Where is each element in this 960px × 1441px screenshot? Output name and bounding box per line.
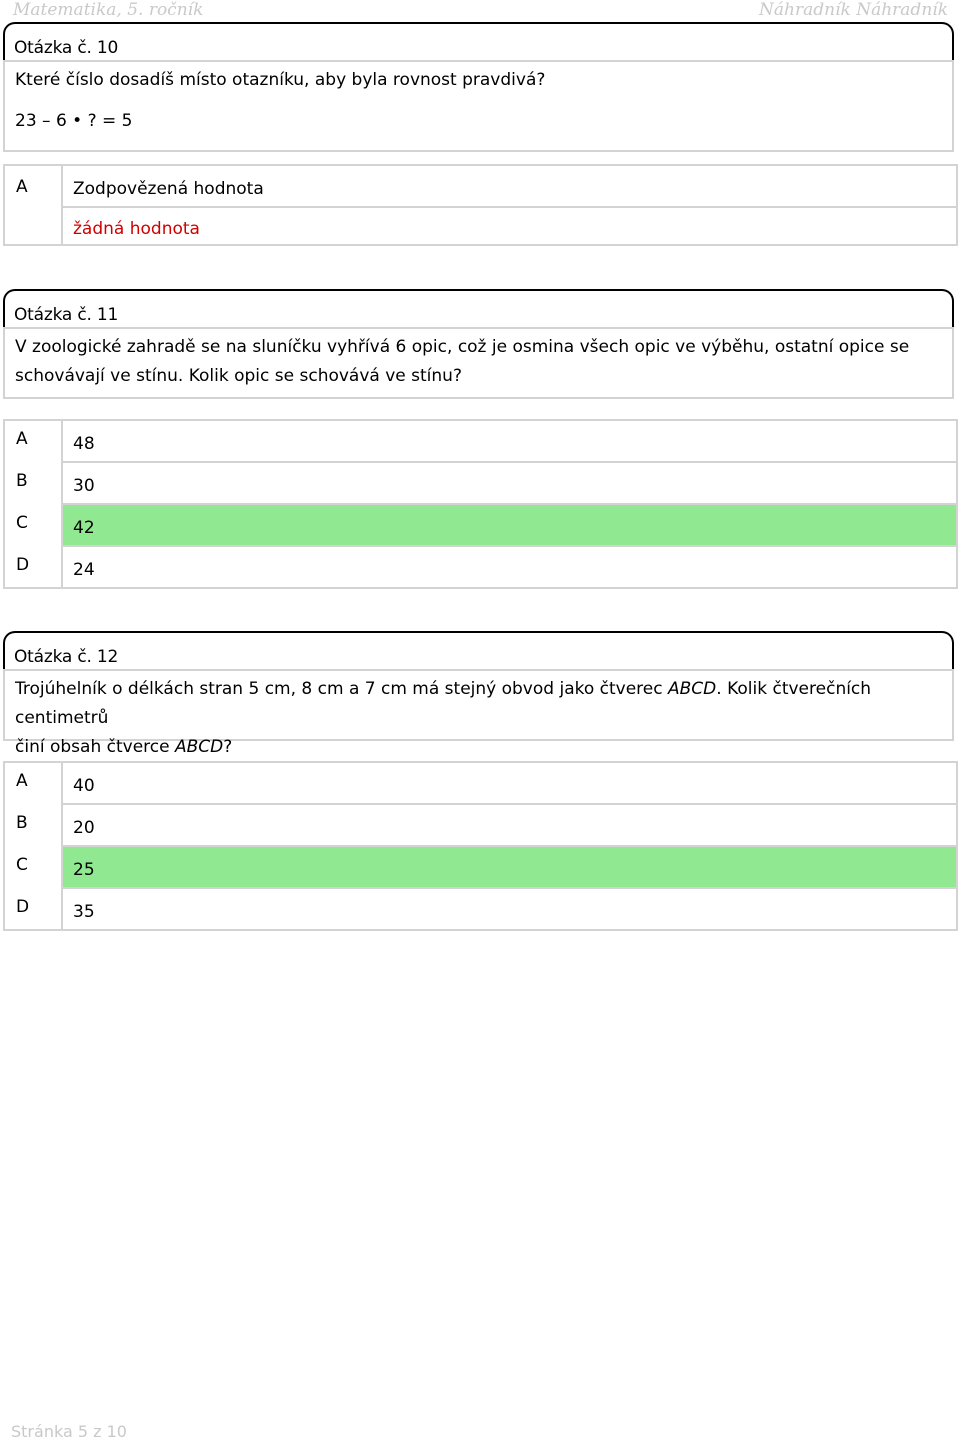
question-text-line: V zoologické zahradě se na sluníčku vyhřívá 6 opic, což je osmina všech opic ve výběhu, ostatní opice se — [15, 337, 910, 357]
option-value: 24 — [73, 560, 95, 580]
answer-letter-column — [5, 421, 63, 587]
text-italic-abcd: ABCD — [668, 679, 717, 699]
text-segment: ? — [223, 737, 233, 757]
option-letter: A — [16, 429, 28, 449]
option-letter: B — [16, 471, 28, 491]
text-italic-abcd: ABCD — [174, 737, 224, 757]
option-letter: B — [16, 813, 28, 833]
question-12-text — [3, 669, 954, 757]
option-value: 30 — [73, 476, 95, 496]
question-title: Otázka č. 11 — [14, 305, 119, 325]
text-segment: Trojúhelník o délkách stran 5 cm, 8 cm a 7 cm má stejný obvod jako čtverec — [15, 679, 669, 699]
question-text-line: Které číslo dosadíš místo otazníku, aby byla rovnost pravdivá? — [15, 70, 546, 90]
answer-value: žádná hodnota — [73, 219, 200, 239]
option-row-c-correct — [63, 847, 956, 889]
option-value: 25 — [73, 860, 95, 880]
option-row-b — [63, 805, 956, 847]
option-value: 20 — [73, 818, 95, 838]
text-segment: . Kolik čtverečních centimetrů — [15, 679, 872, 728]
question-11-text — [3, 327, 954, 399]
answer-letter-column — [5, 166, 63, 244]
page-number: Stránka 5 z 10 — [11, 1422, 127, 1441]
student-name: Náhradník Náhradník — [759, 0, 948, 20]
question-10-answer-table — [3, 164, 958, 246]
question-title: Otázka č. 12 — [14, 647, 119, 667]
option-value: 42 — [73, 518, 95, 538]
option-value: 48 — [73, 434, 95, 454]
answer-value-row — [63, 206, 956, 246]
answer-label: Zodpovězená hodnota — [73, 179, 264, 199]
option-value: 35 — [73, 902, 95, 922]
option-row-a — [63, 763, 956, 805]
option-row-c-correct — [63, 505, 956, 547]
question-text-line: schovávají ve stínu. Kolik opic se schovává ve stínu? — [15, 366, 462, 386]
question-title: Otázka č. 10 — [14, 38, 119, 58]
answer-letter-column — [5, 763, 63, 929]
option-value: 40 — [73, 776, 95, 796]
question-11-title — [3, 289, 954, 327]
question-10-text — [3, 60, 954, 152]
option-row-a — [63, 421, 956, 463]
question-text-line — [15, 675, 942, 733]
question-equation: 23 – 6 • ? = 5 — [15, 111, 133, 131]
question-text-line — [15, 733, 942, 762]
option-letter: C — [16, 513, 28, 533]
option-letter: D — [16, 897, 30, 917]
answer-letter: A — [16, 177, 28, 197]
subject-title: Matematika, 5. ročník — [13, 0, 204, 20]
option-letter: C — [16, 855, 28, 875]
page-header — [0, 0, 960, 22]
text-segment: činí obsah čtverce — [15, 737, 175, 757]
option-letter: D — [16, 555, 30, 575]
option-row-d — [63, 889, 956, 929]
option-row-d — [63, 547, 956, 587]
question-10-title — [3, 22, 954, 60]
option-letter: A — [16, 771, 28, 791]
answer-label-row — [63, 166, 956, 208]
option-row-b — [63, 463, 956, 505]
question-12-title — [3, 631, 954, 669]
question-12-answer-table — [3, 761, 958, 931]
question-11-answer-table — [3, 419, 958, 589]
